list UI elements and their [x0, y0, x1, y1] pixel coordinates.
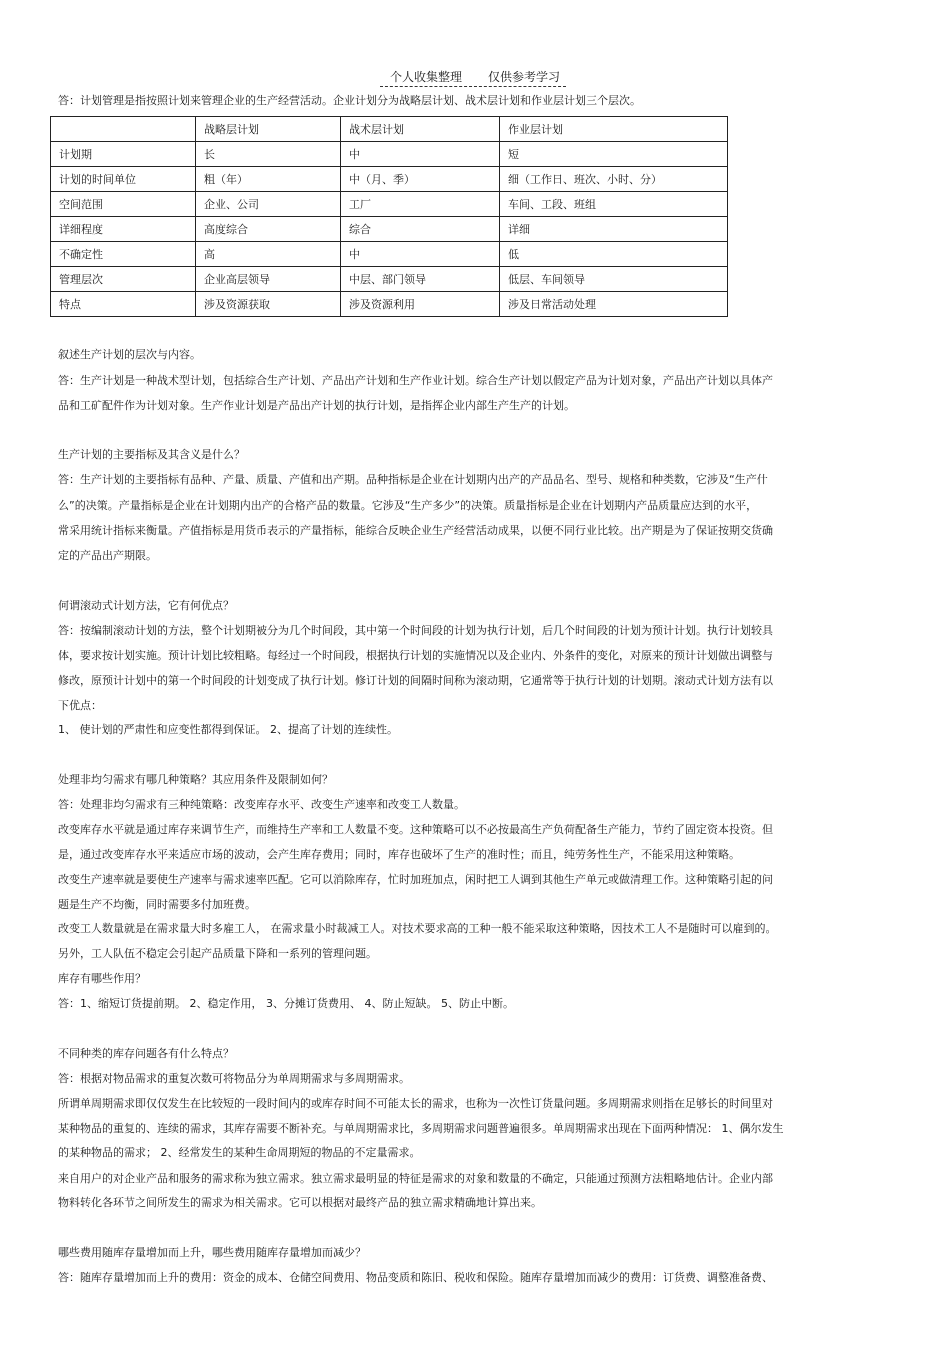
table-row — [51, 267, 728, 292]
table-cell: 高度综合 — [196, 217, 341, 242]
text-line: 是，通过改变库存水平来适应市场的波动，会产生库存费用；同时，库存也破坏了生产的准时性；而且，纯劳务性生产，不能采用这种策略。 — [58, 848, 740, 861]
question-heading: 哪些费用随库存量增加而上升，哪些费用随库存量增加而减少？ — [58, 1246, 366, 1259]
text-line: 另外，工人队伍不稳定会引起产品质量下降和一系列的管理问题。 — [58, 947, 377, 960]
table-header-row — [51, 117, 728, 142]
table-row — [51, 217, 728, 242]
table-row — [51, 242, 728, 267]
table-cell: 涉及资源获取 — [196, 292, 341, 317]
table-cell: 中（月、季） — [341, 167, 500, 192]
text-line: 么”的决策。产量指标是企业在计划期内出产的合格产品的数量。它涉及“生产多少”的决策。质量指标是企业在计划期内产品质量应达到的水平， — [58, 499, 758, 512]
table-row — [51, 292, 728, 317]
table-cell: 计划的时间单位 — [51, 167, 196, 192]
question-heading: 库存有哪些作用？ — [58, 972, 146, 985]
question-heading: 何谓滚动式计划方法，它有何优点？ — [58, 599, 234, 612]
text-line: 答：生产计划是一种战术型计划，包括综合生产计划、产品出产计划和生产作业计划。综合生产计划以假定产品为计划对象，产品出产计划以具体产 — [58, 374, 773, 387]
table-cell: 粗（年） — [196, 167, 341, 192]
table-cell: 高 — [196, 242, 341, 267]
table-row — [51, 142, 728, 167]
question-heading: 生产计划的主要指标及其含义是什么？ — [58, 448, 245, 461]
table-cell: 企业高层领导 — [196, 267, 341, 292]
table-cell: 特点 — [51, 292, 196, 317]
table-cell: 细（工作日、班次、小时、分） — [500, 167, 728, 192]
table-cell: 涉及资源利用 — [341, 292, 500, 317]
text-line: 答：按编制滚动计划的方法，整个计划期被分为几个时间段，其中第一个时间段的计划为执行计划，后几个时间段的计划为预计计划。执行计划较具 — [58, 624, 773, 637]
question-heading: 不同种类的库存问题各有什么特点？ — [58, 1047, 234, 1060]
question-heading: 处理非均匀需求有哪几种策略？其应用条件及限制如何？ — [58, 773, 333, 786]
text-line: 修改，原预计计划中的第一个时间段的计划变成了执行计划。修订计划的间隔时间称为滚动期，它通常等于执行计划的计划期。滚动式计划方法有以 — [58, 674, 773, 687]
planning-levels-table — [50, 116, 728, 317]
table-cell: 管理层次 — [51, 267, 196, 292]
text-line: 改变生产速率就是要使生产速率与需求速率匹配。它可以消除库存，忙时加班加点，闲时把工人调到其他生产单元或做清理工作。这种策略引起的问 — [58, 873, 773, 886]
table-cell: 详细程度 — [51, 217, 196, 242]
text-line: 答：生产计划的主要指标有品种、产量、质量、产值和出产期。品种指标是企业在计划期内出产的产品品名、型号、规格和种类数，它涉及“生产什 — [58, 473, 768, 486]
table-row — [51, 167, 728, 192]
text-line: 题是生产不均衡，同时需要多付加班费。 — [58, 898, 256, 911]
table-cell: 中层、部门领导 — [341, 267, 500, 292]
table-cell: 详细 — [500, 217, 728, 242]
text-line: 体，要求按计划实施。预计计划比较粗略。每经过一个时间段，根据执行计划的实施情况以及企业内、外条件的变化，对原来的预计计划做出调整与 — [58, 649, 773, 662]
text-line: 下优点： — [58, 699, 102, 712]
header-right-text: 仅供参考学习 — [488, 70, 561, 84]
table-cell: 空间范围 — [51, 192, 196, 217]
table-cell: 不确定性 — [51, 242, 196, 267]
text-line: 的某种物品的需求； 2、经常发生的某种生命周期短的物品的不定量需求。 — [58, 1146, 421, 1159]
text-line: 所谓单周期需求即仅仅发生在比较短的一段时间内的或库存时间不可能太长的需求，也称为一次性订货量问题。多周期需求则指在足够长的时间里对 — [58, 1097, 773, 1110]
text-line: 常采用统计指标来衡量。产值指标是用货币表示的产量指标，能综合反映企业生产经营活动成果，以便不同行业比较。出产期是为了保证按期交货确 — [58, 524, 773, 537]
text-line: 答：处理非均匀需求有三种纯策略：改变库存水平、改变生产速率和改变工人数量。 — [58, 798, 465, 811]
table-cell: 涉及日常活动处理 — [500, 292, 728, 317]
text-line: 品和工矿配件作为计划对象。生产作业计划是产品出产计划的执行计划，是指挥企业内部生产生产的计划。 — [58, 399, 575, 412]
table-header-cell: 战略层计划 — [196, 117, 341, 142]
table-cell: 综合 — [341, 217, 500, 242]
table-cell: 长 — [196, 142, 341, 167]
text-line: 答：根据对物品需求的重复次数可将物品分为单周期需求与多周期需求。 — [58, 1072, 410, 1085]
text-line: 答：随库存量增加而上升的费用：资金的成本、仓储空间费用、物品变质和陈旧、税收和保险。随库存量增加而减少的费用：订货费、调整准备费、 — [58, 1271, 773, 1284]
header-dashed-rule — [380, 86, 566, 87]
page-header — [0, 68, 950, 85]
table-header-cell: 战术层计划 — [341, 117, 500, 142]
table-cell: 企业、公司 — [196, 192, 341, 217]
text-line: 来自用户的对企业产品和服务的需求称为独立需求。独立需求最明显的特征是需求的对象和数量的不确定，只能通过预测方法粗略地估计。企业内部 — [58, 1172, 773, 1185]
text-line: 改变库存水平就是通过库存来调节生产，而维持生产率和工人数量不变。这种策略可以不必按最高生产负荷配备生产能力，节约了固定资本投资。但 — [58, 823, 773, 836]
table-cell: 车间、工段、班组 — [500, 192, 728, 217]
question-heading: 叙述生产计划的层次与内容。 — [58, 348, 201, 361]
text-line: 定的产品出产期限。 — [58, 549, 157, 562]
table-header-cell: 作业层计划 — [500, 117, 728, 142]
table-header-cell — [51, 117, 196, 142]
intro-paragraph: 答：计划管理是指按照计划来管理企业的生产经营活动。企业计划分为战略层计划、战术层计划和作业层计划三个层次。 — [58, 94, 641, 107]
text-line: 答：1、缩短订货提前期。 2、稳定作用， 3、分摊订货费用、 4、防止短缺。 5、防止中断。 — [58, 997, 514, 1010]
table-cell: 中 — [341, 242, 500, 267]
text-line: 1、 使计划的严肃性和应变性都得到保证。 2、提高了计划的连续性。 — [58, 723, 398, 736]
table-cell: 短 — [500, 142, 728, 167]
table-cell: 中 — [341, 142, 500, 167]
table-cell: 工厂 — [341, 192, 500, 217]
table-row — [51, 192, 728, 217]
table-cell: 计划期 — [51, 142, 196, 167]
table-cell: 低 — [500, 242, 728, 267]
header-left-text: 个人收集整理 — [389, 70, 462, 84]
text-line: 物料转化各环节之间所发生的需求为相关需求。它可以根据对最终产品的独立需求精确地计算出来。 — [58, 1196, 542, 1209]
text-line: 改变工人数量就是在需求量大时多雇工人， 在需求量小时裁减工人。对技术要求高的工种一般不能采取这种策略，因技术工人不是随时可以雇到的。 — [58, 922, 777, 935]
text-line: 某种物品的重复的、连续的需求，其库存需要不断补充。与单周期需求比，多周期需求问题普遍很多。单周期需求出现在下面两种情况： 1、偶尔发生 — [58, 1122, 784, 1135]
table-cell: 低层、车间领导 — [500, 267, 728, 292]
